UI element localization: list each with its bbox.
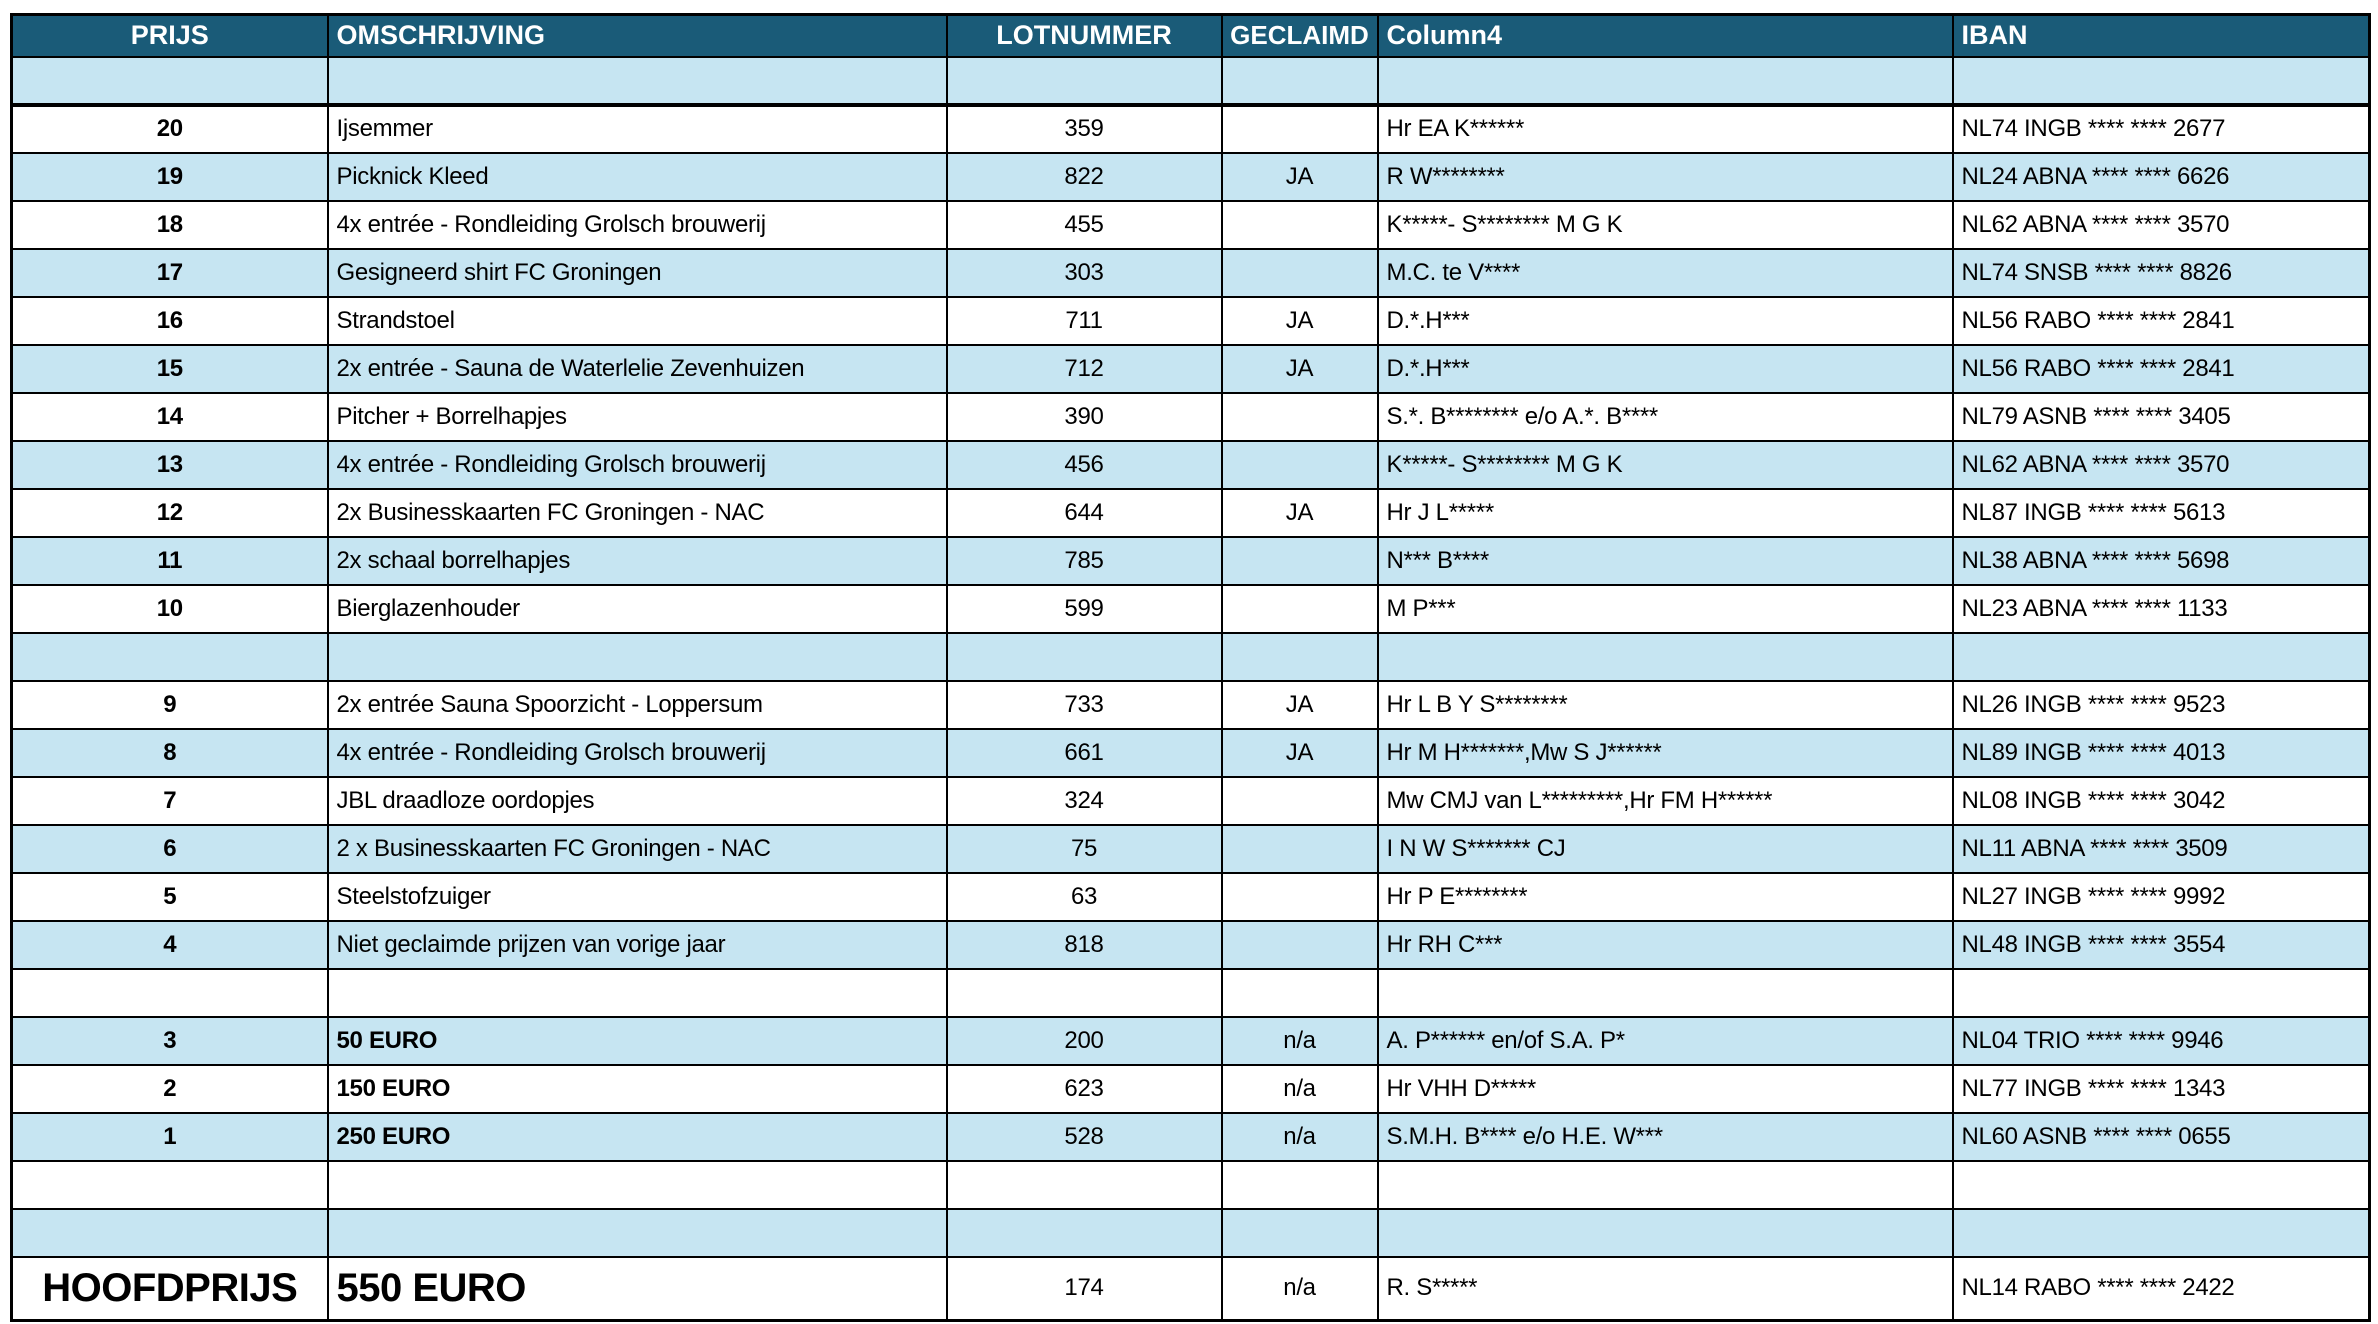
cell-geclaimd (1222, 921, 1378, 969)
cell-prijs (12, 1209, 328, 1257)
cell-prijs: 15 (12, 345, 328, 393)
prize-row (12, 729, 2370, 777)
cell-omschrijving: Picknick Kleed (328, 153, 947, 201)
cell-column4: Hr VHH D***** (1378, 1065, 1953, 1113)
hoofdprijs-row (12, 1257, 2370, 1321)
cell-lotnummer: 818 (947, 921, 1222, 969)
cell-geclaimd: JA (1222, 489, 1378, 537)
prize-row (12, 1113, 2370, 1161)
cell-iban: NL74 INGB **** **** 2677 (1953, 105, 2370, 153)
cell-omschrijving: 2x Businesskaarten FC Groningen - NAC (328, 489, 947, 537)
cell-prijs: 1 (12, 1113, 328, 1161)
cell-iban: NL48 INGB **** **** 3554 (1953, 921, 2370, 969)
cell-geclaimd: JA (1222, 297, 1378, 345)
cell-iban: NL62 ABNA **** **** 3570 (1953, 441, 2370, 489)
cell-lotnummer: 324 (947, 777, 1222, 825)
prize-row (12, 153, 2370, 201)
cell-geclaimd: n/a (1222, 1065, 1378, 1113)
cell-geclaimd (1222, 57, 1378, 105)
prize-row (12, 921, 2370, 969)
prize-row (12, 585, 2370, 633)
cell-column4: M P*** (1378, 585, 1953, 633)
prize-row (12, 681, 2370, 729)
cell-column4 (1378, 969, 1953, 1017)
cell-omschrijving: JBL draadloze oordopjes (328, 777, 947, 825)
cell-omschrijving: Gesigneerd shirt FC Groningen (328, 249, 947, 297)
prize-row (12, 441, 2370, 489)
cell-omschrijving: 2x schaal borrelhapjes (328, 537, 947, 585)
cell-lotnummer (947, 1209, 1222, 1257)
prize-row (12, 249, 2370, 297)
cell-lotnummer (947, 57, 1222, 105)
cell-lotnummer: 359 (947, 105, 1222, 153)
cell-omschrijving: 250 EURO (328, 1113, 947, 1161)
header-cell-column4: Column4 (1378, 15, 1953, 57)
cell-geclaimd (1222, 873, 1378, 921)
cell-iban (1953, 57, 2370, 105)
cell-prijs (12, 57, 328, 105)
cell-prijs (12, 969, 328, 1017)
cell-geclaimd (1222, 969, 1378, 1017)
cell-geclaimd (1222, 201, 1378, 249)
empty-row (12, 969, 2370, 1017)
cell-prijs: 10 (12, 585, 328, 633)
cell-iban: NL11 ABNA **** **** 3509 (1953, 825, 2370, 873)
cell-omschrijving: 2x entrée - Sauna de Waterlelie Zevenhuizen (328, 345, 947, 393)
cell-lotnummer: 174 (947, 1257, 1222, 1321)
cell-geclaimd (1222, 249, 1378, 297)
cell-prijs: 2 (12, 1065, 328, 1113)
cell-column4: D.*.H*** (1378, 345, 1953, 393)
cell-column4 (1378, 57, 1953, 105)
cell-omschrijving: 550 EURO (328, 1257, 947, 1321)
prize-row (12, 201, 2370, 249)
cell-prijs: 18 (12, 201, 328, 249)
cell-geclaimd (1222, 393, 1378, 441)
cell-iban (1953, 1161, 2370, 1209)
prize-row (12, 105, 2370, 153)
cell-lotnummer: 63 (947, 873, 1222, 921)
cell-column4: Hr RH C*** (1378, 921, 1953, 969)
cell-geclaimd: n/a (1222, 1017, 1378, 1065)
cell-lotnummer: 644 (947, 489, 1222, 537)
cell-geclaimd: n/a (1222, 1113, 1378, 1161)
cell-geclaimd (1222, 1209, 1378, 1257)
cell-geclaimd: JA (1222, 681, 1378, 729)
cell-prijs: 17 (12, 249, 328, 297)
cell-prijs: 4 (12, 921, 328, 969)
cell-omschrijving: Bierglazenhouder (328, 585, 947, 633)
cell-iban: NL89 INGB **** **** 4013 (1953, 729, 2370, 777)
cell-iban (1953, 969, 2370, 1017)
prize-row (12, 1017, 2370, 1065)
cell-column4: A. P****** en/of S.A. P* (1378, 1017, 1953, 1065)
cell-omschrijving: Steelstofzuiger (328, 873, 947, 921)
cell-geclaimd: JA (1222, 153, 1378, 201)
cell-geclaimd (1222, 585, 1378, 633)
cell-prijs: 19 (12, 153, 328, 201)
cell-geclaimd: JA (1222, 729, 1378, 777)
cell-prijs: 20 (12, 105, 328, 153)
cell-geclaimd: JA (1222, 345, 1378, 393)
cell-omschrijving (328, 1161, 947, 1209)
cell-column4: S.M.H. B**** e/o H.E. W*** (1378, 1113, 1953, 1161)
prize-row (12, 537, 2370, 585)
cell-iban: NL04 TRIO **** **** 9946 (1953, 1017, 2370, 1065)
cell-prijs: 12 (12, 489, 328, 537)
cell-omschrijving: 150 EURO (328, 1065, 947, 1113)
cell-omschrijving: 4x entrée - Rondleiding Grolsch brouwerij (328, 441, 947, 489)
cell-iban: NL56 RABO **** **** 2841 (1953, 297, 2370, 345)
cell-prijs: 8 (12, 729, 328, 777)
cell-lotnummer: 785 (947, 537, 1222, 585)
cell-geclaimd (1222, 105, 1378, 153)
cell-column4: Hr M H*******,Mw S J****** (1378, 729, 1953, 777)
cell-column4: Hr L B Y S******** (1378, 681, 1953, 729)
cell-column4: I N W S******* CJ (1378, 825, 1953, 873)
cell-column4: D.*.H*** (1378, 297, 1953, 345)
cell-geclaimd (1222, 777, 1378, 825)
cell-column4 (1378, 1209, 1953, 1257)
cell-lotnummer (947, 969, 1222, 1017)
cell-iban: NL79 ASNB **** **** 3405 (1953, 393, 2370, 441)
cell-lotnummer: 303 (947, 249, 1222, 297)
cell-omschrijving: 50 EURO (328, 1017, 947, 1065)
cell-omschrijving: 4x entrée - Rondleiding Grolsch brouwerij (328, 201, 947, 249)
cell-omschrijving: 4x entrée - Rondleiding Grolsch brouwerij (328, 729, 947, 777)
cell-prijs (12, 1161, 328, 1209)
cell-lotnummer: 456 (947, 441, 1222, 489)
header-cell-lotnummer: LOTNUMMER (947, 15, 1222, 57)
cell-omschrijving: Pitcher + Borrelhapjes (328, 393, 947, 441)
cell-lotnummer (947, 633, 1222, 681)
cell-omschrijving (328, 969, 947, 1017)
cell-geclaimd (1222, 825, 1378, 873)
cell-omschrijving: Niet geclaimde prijzen van vorige jaar (328, 921, 947, 969)
cell-iban (1953, 633, 2370, 681)
prize-row (12, 489, 2370, 537)
header-cell-iban: IBAN (1953, 15, 2370, 57)
cell-column4: Mw CMJ van L*********,Hr FM H****** (1378, 777, 1953, 825)
cell-iban: NL26 INGB **** **** 9523 (1953, 681, 2370, 729)
cell-iban: NL77 INGB **** **** 1343 (1953, 1065, 2370, 1113)
empty-row (12, 1161, 2370, 1209)
cell-lotnummer: 75 (947, 825, 1222, 873)
cell-prijs: HOOFDPRIJS (12, 1257, 328, 1321)
prize-row (12, 1065, 2370, 1113)
cell-lotnummer: 455 (947, 201, 1222, 249)
cell-iban: NL08 INGB **** **** 3042 (1953, 777, 2370, 825)
prize-row (12, 393, 2370, 441)
cell-iban: NL14 RABO **** **** 2422 (1953, 1257, 2370, 1321)
cell-omschrijving: 2 x Businesskaarten FC Groningen - NAC (328, 825, 947, 873)
cell-iban (1953, 1209, 2370, 1257)
cell-column4: N*** B**** (1378, 537, 1953, 585)
cell-prijs: 6 (12, 825, 328, 873)
cell-iban: NL27 INGB **** **** 9992 (1953, 873, 2370, 921)
cell-omschrijving: Strandstoel (328, 297, 947, 345)
cell-omschrijving: 2x entrée Sauna Spoorzicht - Loppersum (328, 681, 947, 729)
cell-prijs: 5 (12, 873, 328, 921)
prize-row (12, 297, 2370, 345)
cell-iban: NL60 ASNB **** **** 0655 (1953, 1113, 2370, 1161)
cell-iban: NL62 ABNA **** **** 3570 (1953, 201, 2370, 249)
cell-column4: Hr EA K****** (1378, 105, 1953, 153)
header-cell-prijs: PRIJS (12, 15, 328, 57)
cell-lotnummer (947, 1161, 1222, 1209)
cell-omschrijving (328, 1209, 947, 1257)
cell-column4: R. S***** (1378, 1257, 1953, 1321)
cell-omschrijving: Ijsemmer (328, 105, 947, 153)
cell-prijs: 7 (12, 777, 328, 825)
cell-omschrijving (328, 57, 947, 105)
empty-row (12, 1209, 2370, 1257)
cell-omschrijving (328, 633, 947, 681)
cell-prijs: 13 (12, 441, 328, 489)
cell-prijs: 9 (12, 681, 328, 729)
cell-iban: NL38 ABNA **** **** 5698 (1953, 537, 2370, 585)
cell-prijs: 14 (12, 393, 328, 441)
cell-prijs: 11 (12, 537, 328, 585)
cell-iban: NL24 ABNA **** **** 6626 (1953, 153, 2370, 201)
cell-geclaimd: n/a (1222, 1257, 1378, 1321)
cell-lotnummer: 200 (947, 1017, 1222, 1065)
cell-prijs: 3 (12, 1017, 328, 1065)
cell-geclaimd (1222, 633, 1378, 681)
cell-column4: R W******** (1378, 153, 1953, 201)
cell-geclaimd (1222, 537, 1378, 585)
cell-geclaimd (1222, 1161, 1378, 1209)
cell-lotnummer: 528 (947, 1113, 1222, 1161)
cell-lotnummer: 623 (947, 1065, 1222, 1113)
cell-prijs (12, 633, 328, 681)
cell-lotnummer: 661 (947, 729, 1222, 777)
cell-iban: NL23 ABNA **** **** 1133 (1953, 585, 2370, 633)
cell-lotnummer: 390 (947, 393, 1222, 441)
header-cell-omschrijving: OMSCHRIJVING (328, 15, 947, 57)
cell-lotnummer: 711 (947, 297, 1222, 345)
cell-column4: K*****- S******** M G K (1378, 201, 1953, 249)
prize-row (12, 825, 2370, 873)
cell-column4: Hr J L***** (1378, 489, 1953, 537)
cell-iban: NL56 RABO **** **** 2841 (1953, 345, 2370, 393)
prize-row (12, 345, 2370, 393)
prize-row (12, 777, 2370, 825)
cell-prijs: 16 (12, 297, 328, 345)
cell-lotnummer: 712 (947, 345, 1222, 393)
cell-lotnummer: 822 (947, 153, 1222, 201)
cell-iban: NL74 SNSB **** **** 8826 (1953, 249, 2370, 297)
cell-column4: K*****- S******** M G K (1378, 441, 1953, 489)
empty-row (12, 633, 2370, 681)
empty-row (12, 57, 2370, 105)
cell-column4 (1378, 1161, 1953, 1209)
prize-table (10, 13, 2371, 1322)
cell-lotnummer: 599 (947, 585, 1222, 633)
cell-column4: M.C. te V**** (1378, 249, 1953, 297)
header-cell-geclaimd: GECLAIMD (1222, 15, 1378, 57)
cell-geclaimd (1222, 441, 1378, 489)
cell-lotnummer: 733 (947, 681, 1222, 729)
cell-column4: S.*. B******** e/o A.*. B**** (1378, 393, 1953, 441)
header-row (12, 15, 2370, 57)
cell-column4: Hr P E******** (1378, 873, 1953, 921)
cell-column4 (1378, 633, 1953, 681)
cell-iban: NL87 INGB **** **** 5613 (1953, 489, 2370, 537)
prize-row (12, 873, 2370, 921)
